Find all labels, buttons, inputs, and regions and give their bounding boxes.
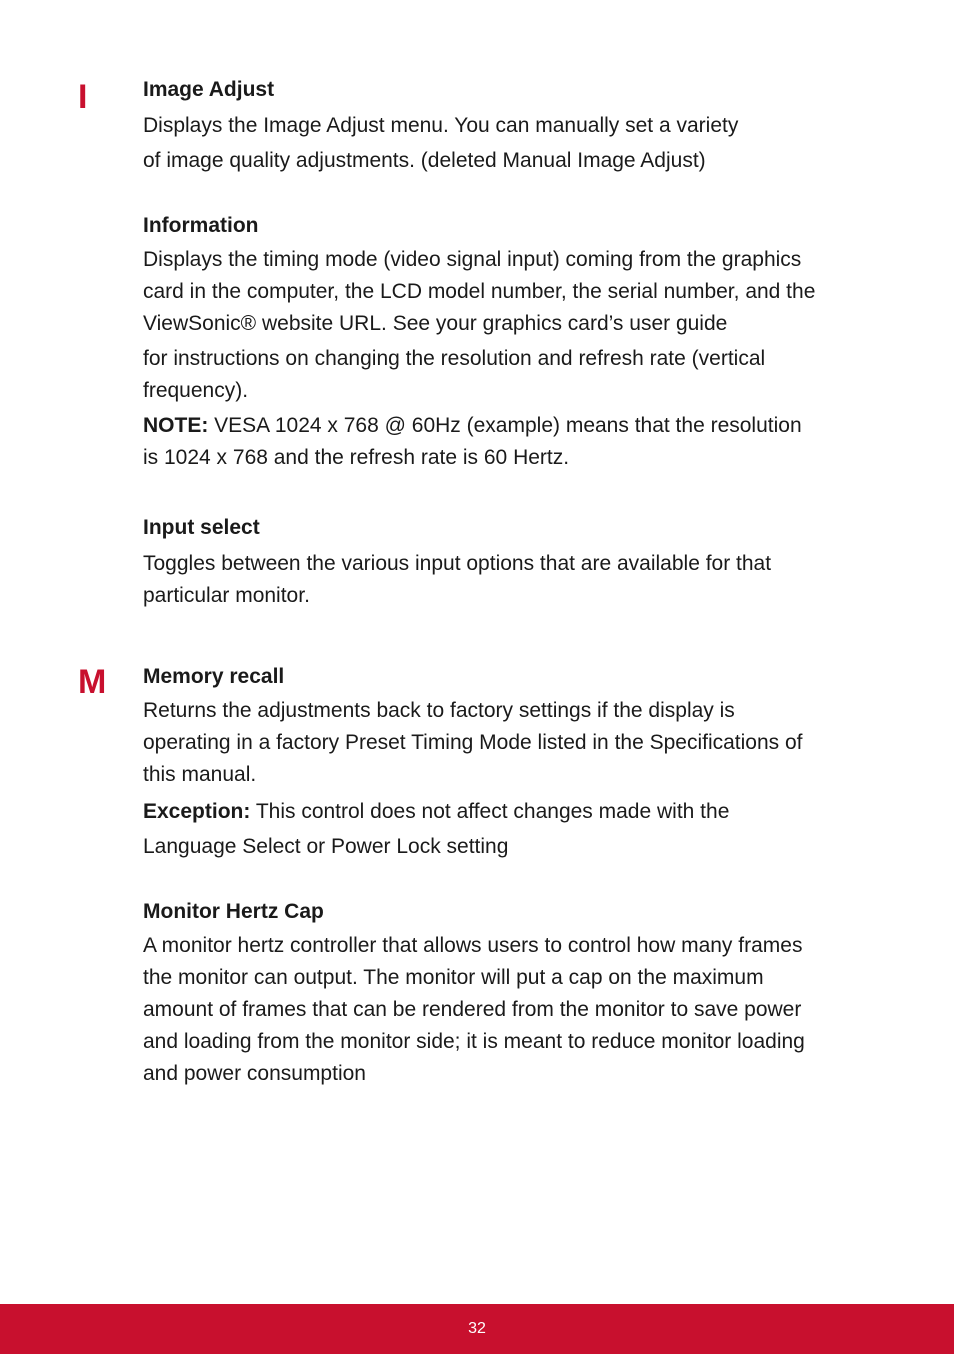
information-description-2 [143, 343, 883, 407]
input-select-section [143, 516, 883, 612]
information-line-4: for instructions on changing the resolution and refresh rate (vertical [143, 347, 766, 370]
hertz-cap-line-5: and power consumption [143, 1062, 366, 1085]
note-label: NOTE: [143, 414, 209, 437]
information-line-1: Displays the timing mode (video signal input) coming from the graphics [143, 248, 802, 271]
information-note-line-2: is 1024 x 768 and the refresh rate is 60 Hertz. [143, 446, 570, 469]
page-number: 32 [468, 1320, 486, 1337]
hertz-cap-line-3: amount of frames that can be rendered from the monitor to save power [143, 998, 802, 1021]
input-select-title: Input select [143, 516, 260, 539]
input-select-line-2: particular monitor. [143, 584, 310, 607]
section-letter-m: M [78, 663, 107, 701]
hertz-cap-line-1: A monitor hertz controller that allows users to control how many frames [143, 934, 803, 957]
exception-line-1 [143, 794, 883, 829]
information-title: Information [143, 214, 259, 237]
memory-recall-description [143, 695, 883, 791]
monitor-hertz-cap-section [143, 900, 883, 1090]
hertz-cap-line-2: the monitor can output. The monitor will put a cap on the maximum [143, 966, 764, 989]
input-select-description [143, 548, 883, 612]
hertz-cap-line-4: and loading from the monitor side; it is meant to reduce monitor loading [143, 1030, 805, 1053]
exception-label: Exception: [143, 800, 251, 823]
image-adjust-description [143, 108, 883, 178]
information-line-2: card in the computer, the LCD model number, the serial number, and the [143, 280, 816, 303]
input-select-line-1: Toggles between the various input options that are available for that [143, 552, 772, 575]
information-note-line-1 [143, 410, 883, 442]
image-adjust-line-1: Displays the Image Adjust menu. You can manually set a variety [143, 114, 739, 137]
information-note [143, 410, 883, 474]
exception-line-2: Language Select or Power Lock setting [143, 835, 509, 858]
monitor-hertz-cap-description [143, 930, 883, 1090]
image-adjust-line-2: of image quality adjustments. (deleted Manual Image Adjust) [143, 149, 706, 172]
memory-recall-title: Memory recall [143, 665, 285, 688]
page-footer [0, 1304, 954, 1354]
information-description [143, 244, 883, 340]
memory-recall-exception [143, 794, 883, 864]
information-section [143, 214, 883, 474]
memory-recall-line-2: operating in a factory Preset Timing Mode listed in the Specifications of [143, 731, 803, 754]
information-line-3: ViewSonic® website URL. See your graphics card’s user guide [143, 312, 728, 335]
image-adjust-title: Image Adjust [143, 78, 275, 101]
memory-recall-line-1: Returns the adjustments back to factory settings if the display is [143, 699, 735, 722]
information-line-5: frequency). [143, 379, 249, 402]
exception-text: This control does not affect changes made with the [250, 800, 730, 823]
note-text: VESA 1024 x 768 @ 60Hz (example) means that the resolution [208, 414, 802, 437]
image-adjust-section [143, 78, 883, 178]
monitor-hertz-cap-title: Monitor Hertz Cap [143, 900, 324, 923]
section-letter-i: I [78, 78, 88, 116]
memory-recall-section [143, 665, 883, 864]
memory-recall-line-3: this manual. [143, 763, 257, 786]
